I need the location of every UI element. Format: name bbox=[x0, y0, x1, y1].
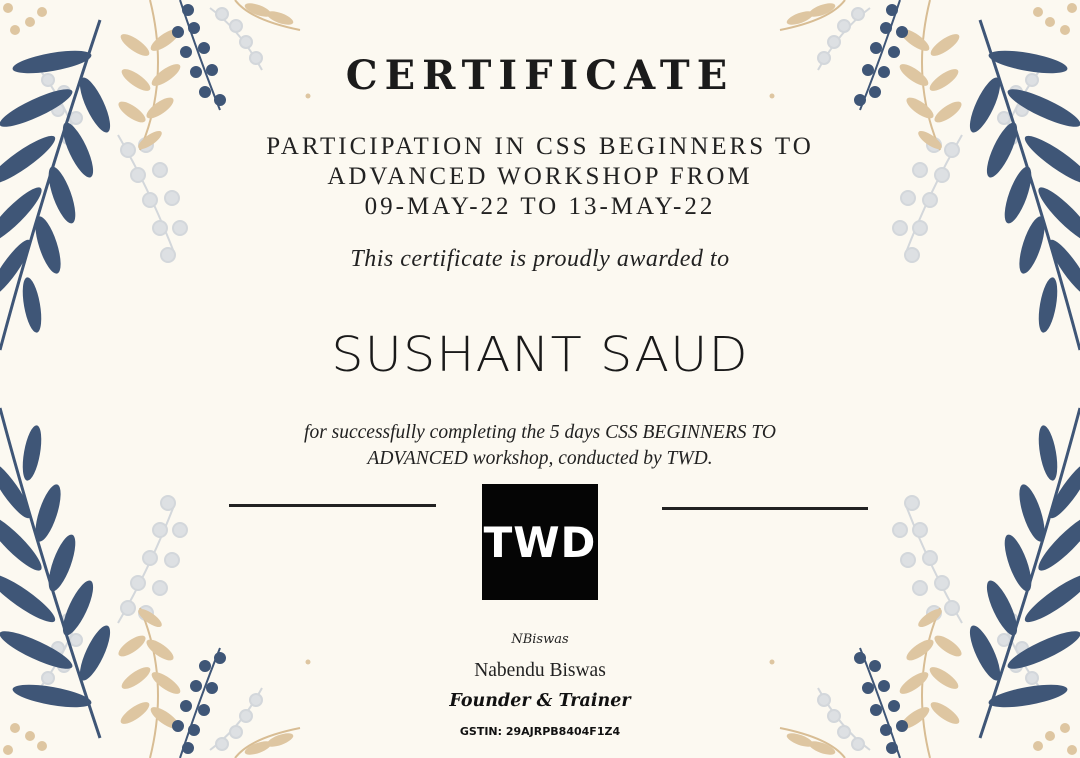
description-line-2: ADVANCED workshop, conducted by TWD. bbox=[367, 448, 713, 469]
signer-name: Nabendu Biswas bbox=[474, 660, 606, 681]
logo-text: TWD bbox=[483, 517, 597, 567]
awarded-text: This certificate is proudly awarded to bbox=[350, 246, 730, 272]
recipient-name: SUSHANT SAUD bbox=[331, 327, 749, 383]
signature: NBiswas bbox=[511, 632, 569, 647]
subtitle-line-2: ADVANCED WORKSHOP FROM bbox=[327, 163, 753, 190]
subtitle-line-3: 09-MAY-22 TO 13-MAY-22 bbox=[364, 193, 716, 220]
description-line-1: for successfully completing the 5 days CSS BEGINNERS TO bbox=[304, 422, 776, 443]
divider-left bbox=[229, 504, 436, 507]
signer-role: Founder & Trainer bbox=[449, 691, 631, 711]
subtitle-line-1: PARTICIPATION IN CSS BEGINNERS TO bbox=[266, 133, 814, 160]
certificate-title: CERTIFICATE bbox=[345, 52, 735, 99]
gstin-number: GSTIN: 29AJRPB8404F1Z4 bbox=[459, 725, 621, 738]
divider-right bbox=[662, 507, 868, 510]
twd-logo bbox=[482, 484, 598, 600]
